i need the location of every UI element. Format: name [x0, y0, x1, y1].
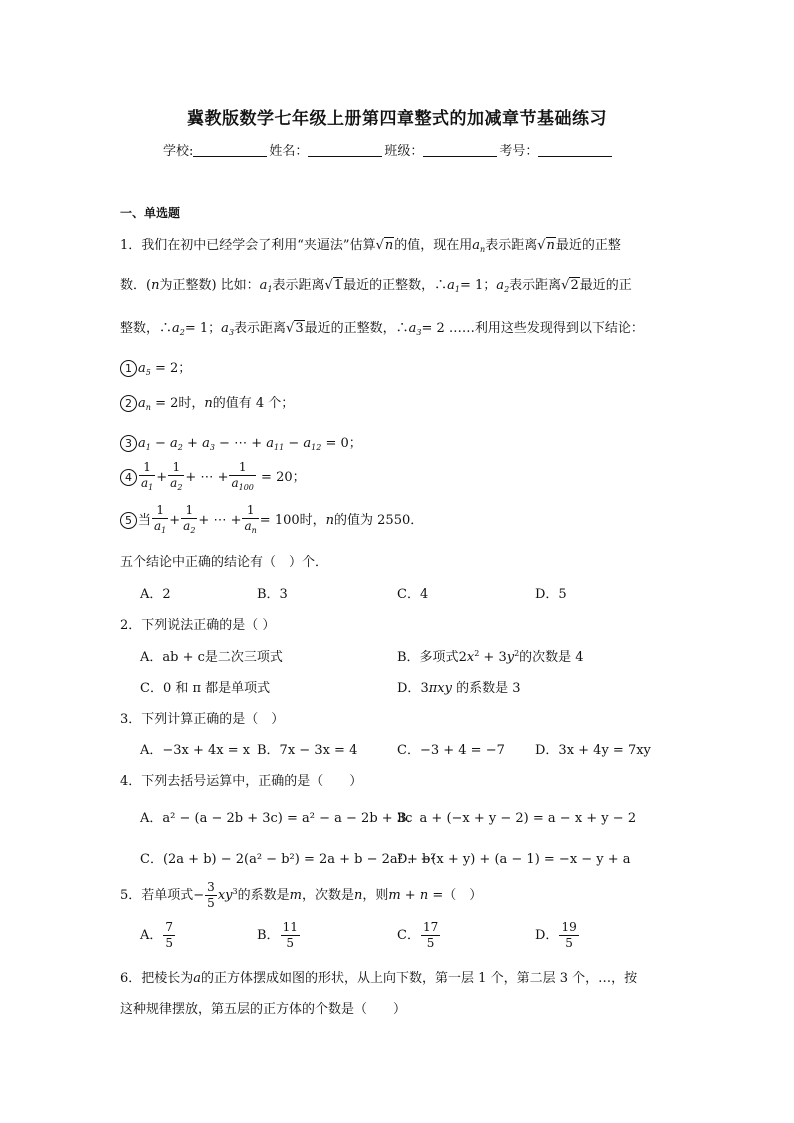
- q1-stem: 五个结论中正确的结论有（ ）个．: [120, 555, 329, 570]
- q5-option-a[interactable]: A． $\frac{7}{5}$: [140, 920, 174, 950]
- q2-stem: 2．下列说法正确的是（ ）: [120, 618, 276, 633]
- q5-stem: 5．若单项式− $\frac{3}{5}$ $xy^3$的系数是m，次数是n，则m + n =（ ）: [120, 880, 483, 910]
- q3-option-a[interactable]: A．−3x + 4x = x: [140, 743, 251, 758]
- q3-option-c[interactable]: C．−3 + 4 = −7: [397, 743, 505, 758]
- exam-no-blank[interactable]: [538, 143, 612, 157]
- q1-line-2: 数．(n为正整数) 比如：$a_1$表示距离√1最近的正整数，$\therefore a_1= 1$；$a_2$表示距离√2最近的正: [120, 278, 632, 294]
- section-title: 一、单选题: [120, 206, 181, 220]
- q6-line-2: 这种规律摆放，第五层的正方体的个数是（ ）: [120, 1002, 407, 1017]
- q2-option-a[interactable]: A．ab + c是二次三项式: [140, 650, 283, 665]
- q1-option-c[interactable]: C．4: [397, 587, 429, 602]
- q2-option-b[interactable]: B．多项式$2x^2 + 3y^2$的次数是 4: [397, 649, 584, 665]
- q4-option-c[interactable]: C．(2a + b) − 2(a² − b²) = 2a + b − 2a² + b²: [140, 852, 436, 867]
- q3-option-d[interactable]: D．3x + 4y = 7xy: [535, 743, 651, 758]
- sqrt-n: √n: [375, 238, 394, 253]
- q1-conclusion-5: 5 当 $\frac{1}{a_1}$ + $\frac{1}{a_2}$ + ⋯ + $\frac{1}{a_n}$ = 100时，n的值为 2550．: [120, 503, 423, 538]
- q4-option-d[interactable]: D．−(x + y) + (a − 1) = −x − y + a: [397, 852, 631, 867]
- school-label: 学校:: [163, 144, 194, 159]
- page-title: 冀教版数学七年级上册第四章整式的加减章节基础练习: [187, 109, 607, 129]
- q5-option-d[interactable]: D． $\frac{19}{5}$: [535, 920, 577, 950]
- student-info-line: [163, 140, 614, 159]
- school-blank[interactable]: [193, 143, 267, 157]
- q4-option-a[interactable]: A．a² − (a − 2b + 3c) = a² − a − 2b + 3c: [140, 811, 413, 826]
- q5-option-c[interactable]: C． $\frac{17}{5}$: [397, 920, 439, 950]
- q4-stem: 4．下列去括号运算中，正确的是（ ）: [120, 774, 363, 789]
- q1-conclusion-1: 1 $a_5 = 2$；: [120, 357, 191, 377]
- q6-line-1: 6．把棱长为a的正方体摆成如图的形状，从上向下数，第一层 1 个，第二层 3 个，…，按: [120, 971, 638, 986]
- q1-option-d[interactable]: D．5: [535, 587, 567, 602]
- q5-option-b[interactable]: B． $\frac{11}{5}$: [257, 920, 298, 950]
- q1-conclusion-3: 3 $a_1 - a_2 + a_3$ − ⋯ + $a_{11} - a_{12} = 0$；: [120, 432, 362, 452]
- name-blank[interactable]: [308, 143, 382, 157]
- q1-line-1: 1．我们在初中已经学会了利用“夹逼法”估算√n的值，现在用$a_n$表示距离√n最近的正整: [120, 238, 621, 254]
- class-label: 班级：: [384, 144, 424, 159]
- q3-stem: 3．下列计算正确的是（ ）: [120, 712, 285, 727]
- q2-option-c[interactable]: C．0 和 π 都是单项式: [140, 681, 271, 696]
- q1-option-b[interactable]: B．3: [257, 587, 288, 602]
- class-blank[interactable]: [423, 143, 497, 157]
- name-label: 姓名：: [269, 144, 309, 159]
- q4-option-b[interactable]: B．a + (−x + y − 2) = a − x + y − 2: [397, 811, 637, 826]
- q2-option-d[interactable]: D．3πxy 的系数是 3: [397, 681, 521, 696]
- q3-option-b[interactable]: B．7x − 3x = 4: [257, 743, 358, 758]
- exam-no-label: 考号：: [499, 144, 539, 159]
- q1-conclusion-4: 4 $\frac{1}{a_1}$ + $\frac{1}{a_2}$ + ⋯ + $\frac{1}{a_{100}}$ = 20；: [120, 460, 306, 495]
- q1-line-3: 整数，$\therefore a_2= 1$；$a_3$表示距离√3最近的正整数，$\therefore a_3= 2$ ……利用这些发现得到以下结论：: [120, 321, 644, 337]
- q1-conclusion-2: 2 $a_n = 2$时，n的值有 4 个；: [120, 392, 294, 412]
- q1-option-a[interactable]: A．2: [140, 587, 171, 602]
